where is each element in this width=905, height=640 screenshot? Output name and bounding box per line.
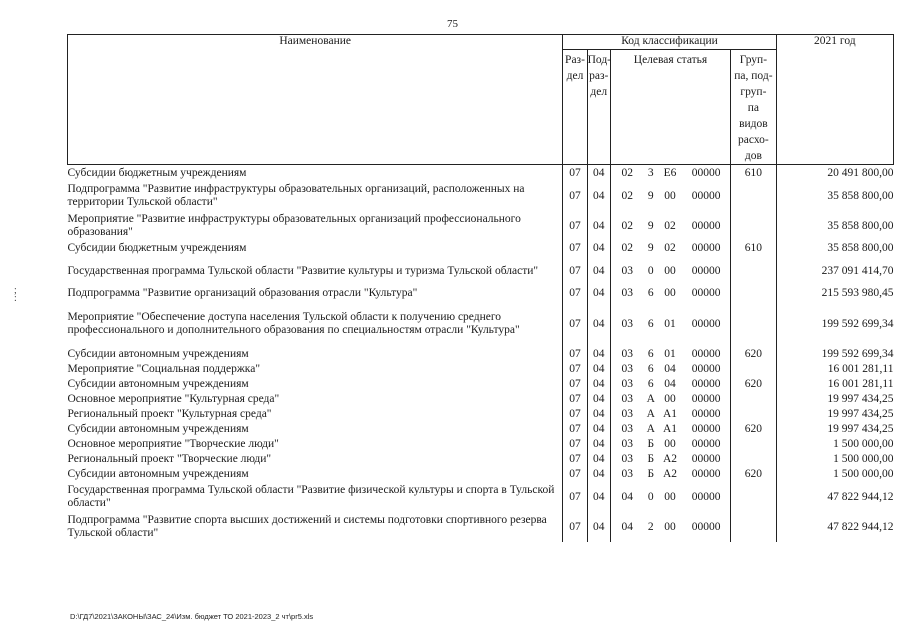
- header-group-label: Груп- па, под- груп- па видов расхо- дов: [734, 54, 773, 162]
- row-amount: 16 001 281,11: [776, 377, 893, 392]
- row-target-measure: А1: [662, 408, 678, 420]
- row-target-measure: 00: [664, 189, 676, 202]
- row-razdel: 07: [563, 392, 587, 407]
- row-amount: 47 822 944,12: [776, 512, 893, 542]
- row-expense-group: [731, 181, 777, 211]
- row-target-subprogram: А: [646, 393, 655, 405]
- row-amount: 47 822 944,12: [776, 482, 893, 512]
- row-podrazdel: 04: [587, 452, 610, 467]
- row-podrazdel: 04: [587, 165, 610, 182]
- row-razdel: 07: [563, 286, 587, 301]
- row-amount: 35 858 800,00: [776, 181, 893, 211]
- row-name: Субсидии бюджетным учреждениям: [67, 167, 247, 179]
- row-expense-group: 620: [731, 347, 777, 362]
- row-expense-group: [731, 362, 777, 377]
- scan-marks: ; :: [14, 285, 17, 304]
- row-target-direction: 00000: [691, 219, 721, 232]
- row-expense-group: [731, 211, 777, 241]
- row-amount: 16 001 281,11: [776, 362, 893, 377]
- row-podrazdel: 04: [587, 377, 610, 392]
- row-target-subprogram: 9: [647, 219, 654, 232]
- row-podrazdel: 04: [587, 286, 610, 301]
- row-amount: 237 091 414,70: [776, 256, 893, 286]
- row-amount: 199 592 699,34: [776, 347, 893, 362]
- row-razdel: 07: [563, 512, 587, 542]
- row-target-direction: 00000: [691, 438, 721, 450]
- row-podrazdel: 04: [587, 422, 610, 437]
- header-podrazdel: [587, 50, 610, 165]
- row-podrazdel: 04: [587, 392, 610, 407]
- row-expense-group: 610: [731, 241, 777, 256]
- row-name: Подпрограмма "Развитие спорта высших достижений и системы подготовки спортивного резерва Тульской области": [67, 514, 547, 539]
- row-target-measure: 00: [664, 393, 676, 405]
- row-target-program: 02: [610, 241, 643, 256]
- row-podrazdel: 04: [587, 301, 610, 347]
- header-podrazdel-label: Под- раз- дел: [587, 54, 612, 98]
- row-target-measure: 02: [664, 219, 676, 232]
- row-target-program: 04: [610, 512, 643, 542]
- row-target-direction: 00000: [691, 264, 721, 277]
- row-target-direction: 00000: [691, 423, 721, 435]
- row-target-direction: 00000: [691, 317, 721, 330]
- row-target-program: 02: [610, 181, 643, 211]
- row-amount: 20 491 800,00: [776, 165, 893, 182]
- row-podrazdel: 04: [587, 256, 610, 286]
- row-target-program: 03: [610, 467, 643, 482]
- row-amount: 1 500 000,00: [776, 437, 893, 452]
- row-razdel: 07: [563, 165, 587, 182]
- row-target-program: 03: [610, 437, 643, 452]
- table-row: [68, 286, 894, 301]
- row-name: Региональный проект "Культурная среда": [67, 408, 272, 420]
- row-target-direction: 00000: [691, 189, 721, 202]
- row-expense-group: [731, 452, 777, 467]
- table-row: [68, 392, 894, 407]
- row-target-program: 03: [610, 286, 643, 301]
- row-target-measure: 00: [664, 264, 676, 277]
- row-amount: 1 500 000,00: [776, 452, 893, 467]
- row-target-direction: 00000: [691, 453, 721, 465]
- row-target-subprogram: 3: [647, 166, 654, 179]
- row-razdel: 07: [563, 467, 587, 482]
- header-razdel-label: Раз- дел: [565, 54, 585, 82]
- row-target-subprogram: А: [646, 423, 655, 435]
- header-name: Наименование: [68, 35, 563, 165]
- table-row: [68, 512, 894, 542]
- table-row: [68, 301, 894, 347]
- header-group: [731, 50, 777, 165]
- row-razdel: 07: [563, 407, 587, 422]
- row-expense-group: 610: [731, 165, 777, 182]
- row-expense-group: [731, 407, 777, 422]
- row-amount: 19 997 434,25: [776, 422, 893, 437]
- row-name: Государственная программа Тульской области "Развитие физической культуры и спорта в Тульской области": [67, 484, 555, 509]
- row-name: Субсидии автономным учреждениям: [67, 468, 249, 480]
- row-target-measure: 01: [664, 317, 676, 330]
- row-target-measure: 00: [664, 287, 676, 299]
- row-target-measure: 04: [664, 363, 676, 375]
- row-name: Основное мероприятие "Культурная среда": [67, 393, 280, 405]
- row-amount: 35 858 800,00: [776, 241, 893, 256]
- header-razdel: [563, 50, 587, 165]
- row-podrazdel: 04: [587, 512, 610, 542]
- row-target-program: 03: [610, 452, 643, 467]
- row-target-direction: 00000: [691, 363, 721, 375]
- row-target-subprogram: 2: [647, 520, 654, 533]
- budget-table: [67, 34, 894, 542]
- row-name: Субсидии автономным учреждениям: [67, 378, 249, 390]
- table-row: [68, 407, 894, 422]
- row-podrazdel: 04: [587, 362, 610, 377]
- row-name: Субсидии автономным учреждениям: [67, 348, 249, 360]
- row-razdel: 07: [563, 452, 587, 467]
- row-expense-group: [731, 256, 777, 286]
- row-razdel: 07: [563, 211, 587, 241]
- row-target-subprogram: А: [646, 408, 655, 420]
- row-podrazdel: 04: [587, 467, 610, 482]
- row-target-subprogram: 6: [647, 317, 654, 330]
- row-target-direction: 00000: [691, 287, 721, 299]
- row-target-subprogram: Б: [647, 453, 655, 465]
- row-target-program: 03: [610, 392, 643, 407]
- row-target-measure: А1: [662, 423, 678, 435]
- row-name: Региональный проект "Творческие люди": [67, 453, 272, 465]
- table-row: [68, 422, 894, 437]
- row-target-direction: 00000: [691, 378, 721, 390]
- row-expense-group: [731, 512, 777, 542]
- row-name: Государственная программа Тульской области "Развитие культуры и туризма Тульской области": [67, 264, 539, 277]
- row-target-measure: А2: [662, 453, 678, 465]
- row-razdel: 07: [563, 422, 587, 437]
- page-number: 75: [447, 18, 458, 30]
- row-target-measure: Е6: [663, 166, 677, 179]
- row-target-subprogram: Б: [647, 468, 655, 480]
- row-expense-group: [731, 286, 777, 301]
- row-razdel: 07: [563, 256, 587, 286]
- row-razdel: 07: [563, 241, 587, 256]
- row-amount: 1 500 000,00: [776, 467, 893, 482]
- row-amount: 215 593 980,45: [776, 286, 893, 301]
- row-target-direction: 00000: [691, 468, 721, 480]
- row-target-program: 03: [610, 422, 643, 437]
- row-target-program: 03: [610, 377, 643, 392]
- row-target-measure: 02: [664, 242, 676, 254]
- row-target-measure: А2: [662, 468, 678, 480]
- table-row: [68, 165, 894, 182]
- row-target-program: 03: [610, 256, 643, 286]
- row-target-measure: 04: [664, 378, 676, 390]
- row-target-measure: 01: [664, 348, 676, 360]
- row-name: Мероприятие "Развитие инфраструктуры образовательных организаций профессионального образования": [67, 213, 521, 238]
- row-amount: 35 858 800,00: [776, 211, 893, 241]
- row-target-program: 02: [610, 165, 643, 182]
- table-row: [68, 437, 894, 452]
- header-classification: Код классификации: [563, 35, 776, 50]
- row-target-program: 02: [610, 211, 643, 241]
- row-expense-group: [731, 482, 777, 512]
- row-razdel: 07: [563, 301, 587, 347]
- row-expense-group: [731, 437, 777, 452]
- table-row: [68, 181, 894, 211]
- row-target-subprogram: 6: [647, 287, 654, 299]
- row-target-subprogram: 9: [647, 242, 654, 254]
- row-razdel: 07: [563, 347, 587, 362]
- row-target-measure: 00: [664, 520, 676, 533]
- row-target-direction: 00000: [691, 166, 721, 179]
- row-podrazdel: 04: [587, 211, 610, 241]
- row-target-subprogram: 0: [647, 490, 654, 503]
- row-target-measure: 00: [664, 490, 676, 503]
- row-target-direction: 00000: [691, 490, 721, 503]
- header-target: Целевая статья: [610, 50, 730, 165]
- row-expense-group: [731, 392, 777, 407]
- table-row: [68, 377, 894, 392]
- row-target-subprogram: 9: [647, 189, 654, 202]
- row-amount: 199 592 699,34: [776, 301, 893, 347]
- row-target-program: 03: [610, 347, 643, 362]
- row-podrazdel: 04: [587, 347, 610, 362]
- row-name: Подпрограмма "Развитие организаций образования отрасли "Культура": [67, 287, 418, 299]
- header-year: 2021 год: [776, 35, 893, 165]
- row-expense-group: [731, 301, 777, 347]
- table-body: [68, 165, 894, 543]
- row-podrazdel: 04: [587, 181, 610, 211]
- row-expense-group: 620: [731, 422, 777, 437]
- table-row: [68, 256, 894, 286]
- row-target-direction: 00000: [691, 393, 721, 405]
- row-podrazdel: 04: [587, 482, 610, 512]
- row-expense-group: 620: [731, 467, 777, 482]
- table-row: [68, 241, 894, 256]
- row-podrazdel: 04: [587, 241, 610, 256]
- table-row: [68, 362, 894, 377]
- row-target-direction: 00000: [691, 348, 721, 360]
- row-target-program: 03: [610, 362, 643, 377]
- row-name: Субсидии автономным учреждениям: [67, 423, 249, 435]
- row-razdel: 07: [563, 362, 587, 377]
- row-razdel: 07: [563, 437, 587, 452]
- table-row: [68, 482, 894, 512]
- row-podrazdel: 04: [587, 437, 610, 452]
- row-razdel: 07: [563, 181, 587, 211]
- table-row: [68, 452, 894, 467]
- row-razdel: 07: [563, 377, 587, 392]
- row-target-direction: 00000: [691, 408, 721, 420]
- row-target-subprogram: 6: [647, 348, 654, 360]
- row-name: Мероприятие "Социальная поддержка": [67, 363, 261, 375]
- row-target-subprogram: 0: [647, 264, 654, 277]
- row-target-subprogram: 6: [647, 378, 654, 390]
- row-name: Субсидии бюджетным учреждениям: [67, 242, 247, 254]
- row-target-subprogram: Б: [647, 438, 655, 450]
- row-razdel: 07: [563, 482, 587, 512]
- row-target-program: 04: [610, 482, 643, 512]
- table-row: [68, 211, 894, 241]
- row-target-measure: 00: [664, 438, 676, 450]
- row-target-program: 03: [610, 301, 643, 347]
- row-target-direction: 00000: [691, 242, 721, 254]
- row-target-direction: 00000: [691, 520, 721, 533]
- row-amount: 19 997 434,25: [776, 392, 893, 407]
- table-row: [68, 347, 894, 362]
- row-target-subprogram: 6: [647, 363, 654, 375]
- row-podrazdel: 04: [587, 407, 610, 422]
- row-amount: 19 997 434,25: [776, 407, 893, 422]
- footer-file-path: D:\ГД7\2021\ЗАКОНЫ\ЗАС_24\Изм. бюджет ТО 2021-2023_2 чт\pr5.xls: [70, 612, 314, 621]
- row-expense-group: 620: [731, 377, 777, 392]
- row-name: Основное мероприятие "Творческие люди": [67, 438, 279, 450]
- table-row: [68, 467, 894, 482]
- row-target-program: 03: [610, 407, 643, 422]
- row-name: Мероприятие "Обеспечение доступа населения Тульской области к получению среднего профессионального и дополнительного образования по специальностям отрасли "Культура": [67, 311, 520, 336]
- row-name: Подпрограмма "Развитие инфраструктуры образовательных организаций, расположенных на территории Тульской области": [67, 183, 525, 208]
